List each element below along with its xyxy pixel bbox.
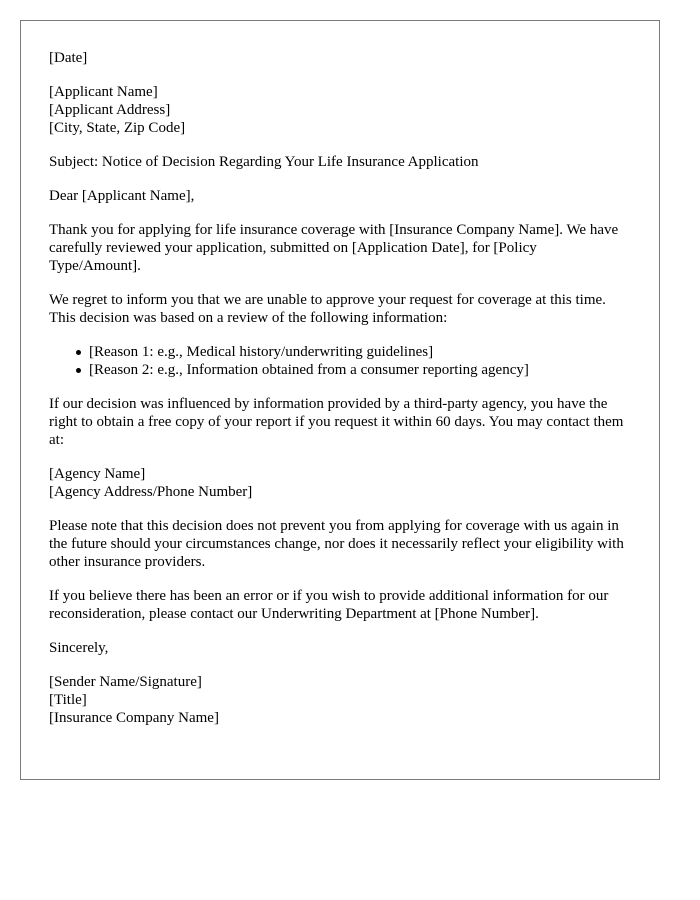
agency-address-phone: [Agency Address/Phone Number] [49, 484, 253, 500]
agency-name: [Agency Name] [49, 466, 146, 482]
body-paragraph-1: Thank you for applying for life insurance coverage with [Insurance Company Name]. We have carefully reviewed your application, submitted on [Application Date], for [Policy Type/Amount]. [49, 222, 619, 274]
recipient-name: [Applicant Name] [49, 84, 158, 100]
recipient-address-block [49, 83, 631, 137]
reason-item-1: [Reason 1: e.g., Medical history/underwriting guidelines] [89, 343, 631, 361]
recipient-city-state-zip: [City, State, Zip Code] [49, 120, 186, 136]
letter-date: [Date] [49, 50, 88, 66]
recipient-address: [Applicant Address] [49, 102, 171, 118]
letter-subject: Subject: Notice of Decision Regarding Your Life Insurance Application [49, 154, 479, 170]
reasons-list [49, 343, 631, 379]
letter-salutation: Dear [Applicant Name], [49, 188, 195, 204]
sender-title: [Title] [49, 692, 87, 708]
body-paragraph-2: We regret to inform you that we are unable to approve your request for coverage at this time. This decision was based on a review of the following information: [49, 292, 606, 326]
reason-item-2: [Reason 2: e.g., Information obtained from a consumer reporting agency] [89, 361, 631, 379]
signature-block [49, 673, 631, 727]
letter-closing: Sincerely, [49, 640, 109, 656]
body-paragraph-5: If you believe there has been an error or if you wish to provide additional information for our reconsideration, please contact our Underwriting Department at [Phone Number]. [49, 588, 609, 622]
body-paragraph-4: Please note that this decision does not prevent you from applying for coverage with us again in the future should your circumstances change, nor does it necessarily reflect your eligibility with other insurance providers. [49, 518, 624, 570]
letter-document [20, 20, 660, 780]
sender-name: [Sender Name/Signature] [49, 674, 202, 690]
sender-company: [Insurance Company Name] [49, 710, 219, 726]
body-paragraph-3: If our decision was influenced by information provided by a third-party agency, you have the right to obtain a free copy of your report if you request it within 60 days. You may contact them at: [49, 396, 624, 448]
agency-contact-block [49, 465, 631, 501]
